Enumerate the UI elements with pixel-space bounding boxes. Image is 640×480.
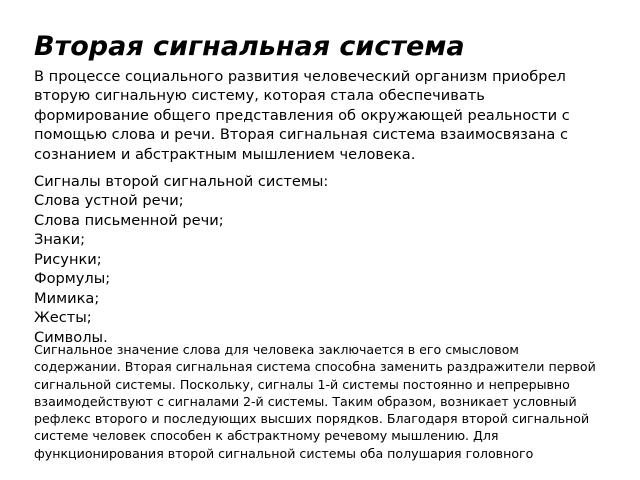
slide-title: Вторая сигнальная система xyxy=(34,31,465,62)
signals-list xyxy=(34,191,224,347)
list-item: Знаки; xyxy=(34,231,86,248)
list-item: Слова письменной речи; xyxy=(34,211,224,229)
list-item: Мимика; xyxy=(34,289,100,307)
list-item: Жесты; xyxy=(34,309,92,326)
intro-paragraph: В процессе социального развития человеческий организм приобрел вторую сигнальную систему, которая стала обеспечивать формирование общего представления об окружающей реальности с помощью слова и речи. Вторая сигнальная система взаимосвязана с сознанием и абстрактным мышлением человека. xyxy=(34,68,570,163)
list-item: Символы. xyxy=(34,328,108,346)
signals-list-heading: Сигналы второй сигнальной системы: xyxy=(34,173,329,190)
list-item: Формулы; xyxy=(34,270,111,287)
body-paragraph: Сигнальное значение слова для человека заключается в его смысловом содержании. Вторая сигнальная система способна заменить раздражители первой сигнальной системы. Поскольку, сигналы 1-й системы постоянно и непрерывно взаимодействуют с сигналами 2-й системы. Таким образом, возникает условный рефлекс второго и последующих высших порядков. Благодаря второй сигнальной системе человек способен к абстрактному речевому мышлению. Для функционирования второй сигнальной системы оба полушария головного xyxy=(34,342,596,461)
list-item: Рисунки; xyxy=(34,250,102,268)
list-item: Слова устной речи; xyxy=(34,192,184,209)
